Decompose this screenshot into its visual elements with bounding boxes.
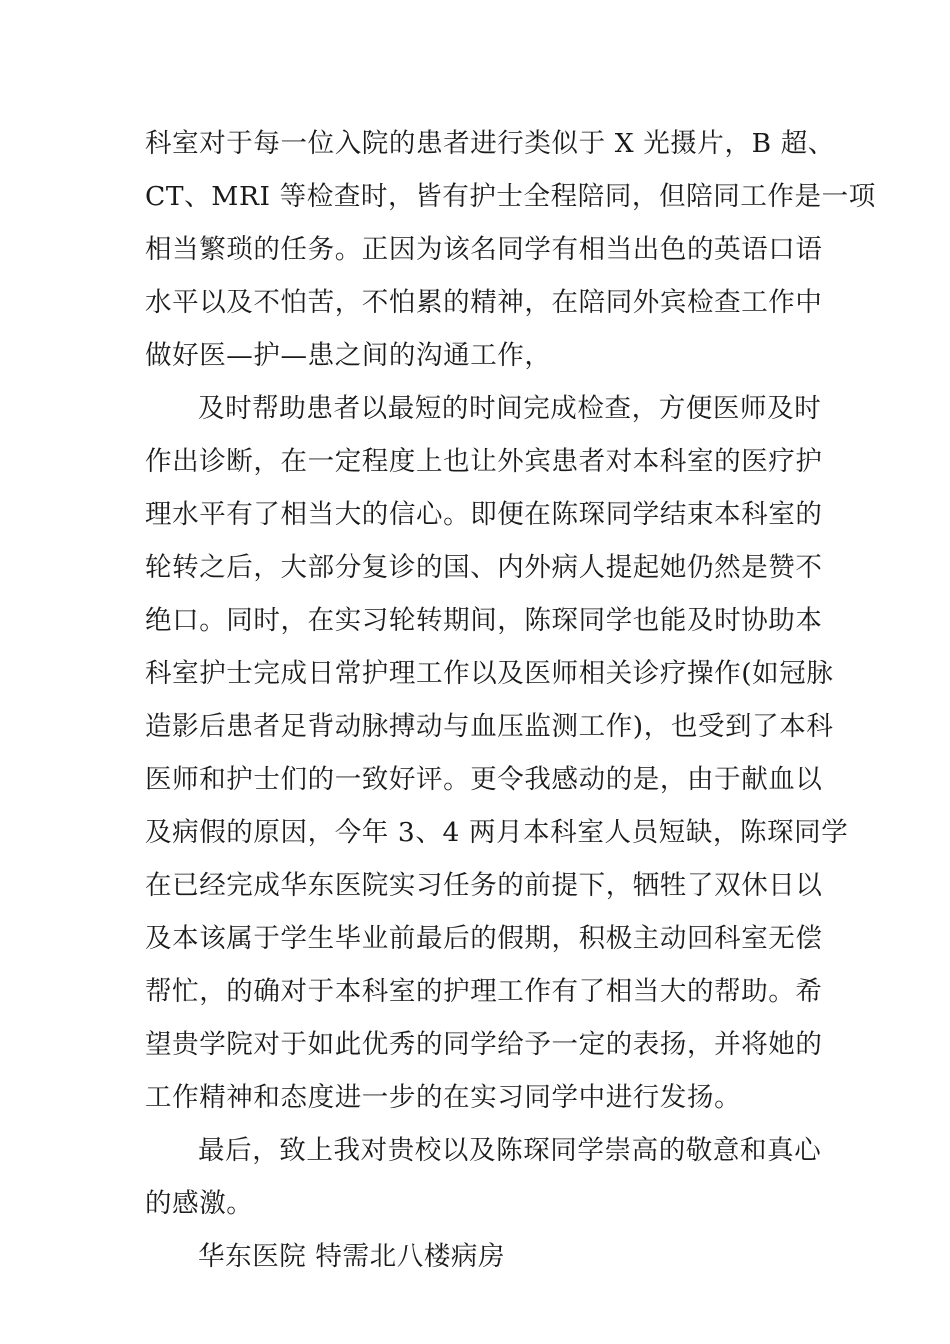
text-line: CT、MRI 等检查时，皆有护士全程陪同，但陪同工作是一项 [145, 181, 876, 212]
text-line: 在已经完成华东医院实习任务的前提下，牺牲了双休日以 [145, 870, 823, 901]
text-line: 望贵学院对于如此优秀的同学给予一定的表扬，并将她的 [145, 1029, 823, 1060]
text-line: 科室对于每一位入院的患者进行类似于 X 光摄片，B 超、 [145, 128, 835, 159]
text-line: 造影后患者足背动脉搏动与血压监测工作)，也受到了本科 [145, 711, 834, 742]
text-line: 及本该属于学生毕业前最后的假期，积极主动回科室无偿 [145, 923, 823, 954]
text-line: 相当繁琐的任务。正因为该名同学有相当出色的英语口语 [145, 234, 823, 265]
text-line: 及病假的原因，今年 3、4 两月本科室人员短缺，陈琛同学 [145, 817, 849, 848]
text-line: 绝口。同时，在实习轮转期间，陈琛同学也能及时协助本 [145, 605, 823, 636]
text-line: 理水平有了相当大的信心。即便在陈琛同学结束本科室的 [145, 499, 823, 530]
text-line: 的感激。 [145, 1188, 254, 1219]
text-line: 医师和护士们的一致好评。更令我感动的是，由于献血以 [145, 764, 823, 795]
text-line: 水平以及不怕苦，不怕累的精神，在陪同外宾检查工作中 [145, 287, 823, 318]
letter-body [145, 117, 876, 1283]
text-line: 作出诊断，在一定程度上也让外宾患者对本科室的医疗护 [145, 446, 823, 477]
text-line: 工作精神和态度进一步的在实习同学中进行发扬。 [145, 1082, 742, 1113]
text-line: 科室护士完成日常护理工作以及医师相关诊疗操作(如冠脉 [145, 658, 834, 689]
text-line: 及时帮助患者以最短的时间完成检查，方便医师及时 [198, 393, 822, 424]
text-line: 最后，致上我对贵校以及陈琛同学崇高的敬意和真心 [198, 1135, 822, 1166]
text-line: 做好医—护—患之间的沟通工作， [145, 340, 552, 371]
text-line: 轮转之后，大部分复诊的国、内外病人提起她仍然是赞不 [145, 552, 823, 583]
text-line: 帮忙，的确对于本科室的护理工作有了相当大的帮助。希 [145, 976, 823, 1007]
signature-line: 华东医院 特需北八楼病房 [198, 1241, 506, 1272]
